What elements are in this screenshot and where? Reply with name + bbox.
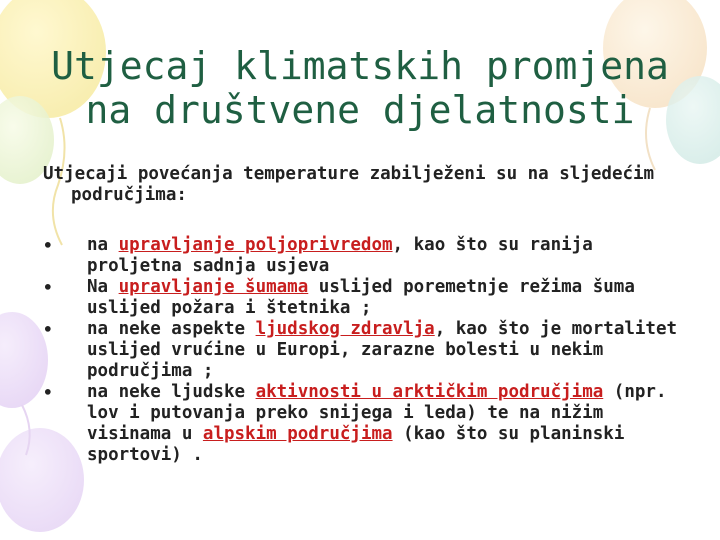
slide-title [20,44,700,132]
bullet-text: Na [87,277,119,297]
title-line-2: na društvene djelatnosti [85,88,635,132]
bullet-item [43,382,693,466]
bullet-text: na neke ljudske [87,382,256,402]
bullet-highlight: upravljanje šumama [118,277,309,297]
bullet-item [43,319,693,382]
bullet-highlight: ljudskog zdravlja [255,319,435,339]
bullet-icon: • [43,278,53,297]
bullet-text: , kao što je mortalitet uslijed vrućine u Europi, zarazne bolesti u nekim područjima ; [87,319,678,381]
bullet-highlight: alpskim područjima [202,424,393,444]
bullet-item [43,235,693,277]
bullet-icon: • [43,383,53,402]
bullet-icon: • [43,320,53,339]
title-line-1: Utjecaj klimatskih promjena [51,44,669,88]
bullet-list [43,235,693,466]
bullet-highlight: aktivnosti u arktičkim područjima [255,382,604,402]
bullet-item [43,277,693,319]
intro-text: Utjecaji povećanja temperature zabilježeni su na sljedećim područjima: [43,164,655,205]
bullet-text: , kao što su ranija proljetna sadnja usjeva [87,235,593,276]
bullet-text: uslijed poremetnje režima šuma uslijed požara i štetnika ; [87,277,635,318]
balloon-shape [0,312,48,408]
bullet-icon: • [43,236,53,255]
bullet-text: na [87,235,119,255]
bullet-text: (npr. lov i putovanja preko snijega i leda) te na nižim visinama u [87,382,667,444]
bullet-text: na neke aspekte [87,319,256,339]
bullet-highlight: upravljanje poljoprivredom [118,235,393,255]
bullet-text: (kao što su planinski sportovi) . [87,424,625,465]
